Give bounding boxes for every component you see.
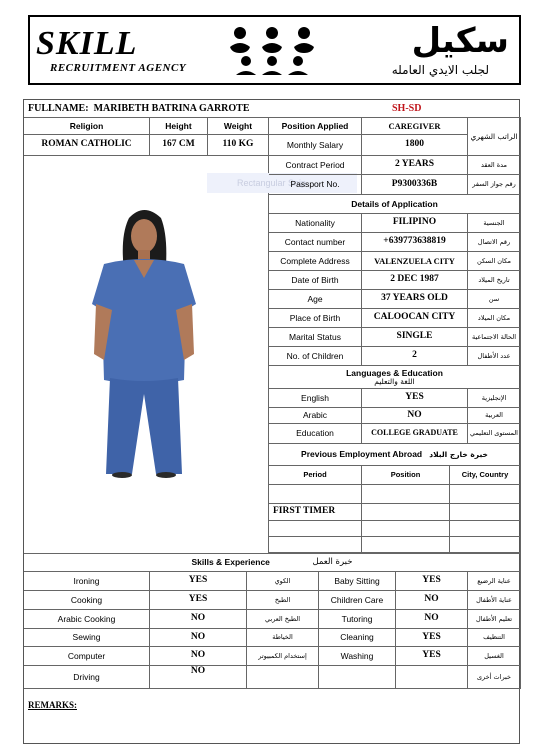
religion-header: Religion <box>24 118 150 135</box>
languages-title <box>269 366 521 389</box>
agency-logo-text: SKILL <box>36 25 138 62</box>
address-label: Complete Address <box>269 252 362 271</box>
skill-driving-label: Driving <box>24 666 150 689</box>
employment-row-1-position <box>362 485 450 504</box>
details-title: Details of Application <box>269 195 521 214</box>
fullname-value: MARIBETH BATRINA GARROTE <box>93 103 250 114</box>
skill-arabic-cooking-arabic: الطبخ العربي <box>247 610 319 629</box>
skill-cooking-arabic: الطبخ <box>247 591 319 610</box>
contact-value: +639773638819 <box>362 233 468 252</box>
fullname-row <box>24 100 521 118</box>
marital-status-label: Marital Status <box>269 328 362 347</box>
arabic-value: NO <box>362 408 468 424</box>
birthplace-arabic: مكان الميلاد <box>468 309 521 328</box>
skill-other-arabic: خبرات أخرى <box>468 666 521 689</box>
employment-row-1-period <box>269 485 362 504</box>
employment-row-4-position <box>362 537 450 553</box>
address-arabic: مكان السكن <box>468 252 521 271</box>
skill-cleaning-label: Cleaning <box>319 629 396 647</box>
contract-period-label: Contract Period <box>269 156 362 175</box>
skill-cooking-label: Cooking <box>24 591 150 610</box>
contact-arabic: رقم الاتصال <box>468 233 521 252</box>
education-label: Education <box>269 424 362 444</box>
position-applied-header: Position Applied <box>269 118 362 135</box>
skill-washing-arabic: الغسيل <box>468 647 521 666</box>
children-arabic: عدد الأطفال <box>468 347 521 366</box>
employment-city-header: City, Country <box>450 466 521 485</box>
skill-computer-arabic: إستخدام الكمبيوتر <box>247 647 319 666</box>
contract-period-value: 2 YEARS <box>362 156 468 175</box>
dob-value: 2 DEC 1987 <box>362 271 468 290</box>
nationality-label: Nationality <box>269 214 362 233</box>
skill-ironing-arabic: الكوي <box>247 572 319 591</box>
remarks-label: REMARKS: <box>28 700 77 710</box>
snip-watermark: Rectangular Snip <box>207 173 357 193</box>
skills-title-en: Skills & Experience <box>191 557 270 568</box>
nationality-arabic: الجنسية <box>468 214 521 233</box>
employment-row-4-period <box>269 537 362 553</box>
languages-title-ar: اللغة والتعليم <box>374 376 415 386</box>
skills-title <box>24 553 521 572</box>
skill-childrencare-label: Children Care <box>319 591 396 610</box>
skill-computer-value: NO <box>150 647 247 666</box>
skill-cleaning-value: YES <box>396 629 468 647</box>
skill-tutoring-value: NO <box>396 610 468 629</box>
skill-sewing-label: Sewing <box>24 629 150 647</box>
arabic-arabic: العربية <box>468 408 521 424</box>
skill-other-value <box>396 666 468 689</box>
fullname-label: FULLNAME: <box>28 103 89 114</box>
employment-period-header: Period <box>269 466 362 485</box>
people-logo-icon <box>226 25 318 77</box>
education-arabic: المستوى التعليمي <box>468 424 521 444</box>
employment-title-en: Previous Employment Abroad <box>301 449 423 460</box>
nationality-value: FILIPINO <box>362 214 468 233</box>
dob-arabic: تاريخ الميلاد <box>468 271 521 290</box>
monthly-salary-label: Monthly Salary <box>269 135 362 156</box>
weight-value: 110 KG <box>208 135 269 156</box>
agency-tagline: RECRUITMENT AGENCY <box>50 62 187 74</box>
employment-row-3-period <box>269 521 362 537</box>
salary-label-arabic: الراتب الشهري <box>468 118 521 156</box>
employment-title-ar: خبرة خارج البلاد <box>429 449 488 459</box>
employment-position-header: Position <box>362 466 450 485</box>
skill-babysitting-value: YES <box>396 572 468 591</box>
passport-arabic: رقم جواز السفر <box>468 175 521 195</box>
marital-status-arabic: الحالة الاجتماعية <box>468 328 521 347</box>
skill-tutoring-label: Tutoring <box>319 610 396 629</box>
skill-childrencare-arabic: عناية الأطفال <box>468 591 521 610</box>
skill-arabic-cooking-label: Arabic Cooking <box>24 610 150 629</box>
employment-row-3-position <box>362 521 450 537</box>
languages-title-en: Languages & Education <box>346 367 443 378</box>
skill-childrencare-value: NO <box>396 591 468 610</box>
marital-status-value: SINGLE <box>362 328 468 347</box>
skill-washing-value: YES <box>396 647 468 666</box>
height-header: Height <box>150 118 208 135</box>
skill-driving-arabic <box>247 666 319 689</box>
skill-computer-label: Computer <box>24 647 150 666</box>
english-arabic: الإنجليزية <box>468 389 521 408</box>
contact-label: Contact number <box>269 233 362 252</box>
children-label: No. of Children <box>269 347 362 366</box>
skill-babysitting-label: Baby Sitting <box>319 572 396 591</box>
skill-driving-value: NO <box>150 666 247 689</box>
employment-row-2-position <box>362 504 450 521</box>
skill-ironing-value: YES <box>150 572 247 591</box>
weight-header: Weight <box>208 118 269 135</box>
age-label: Age <box>269 290 362 309</box>
agency-tagline-arabic: لجلب الايدي العامله <box>391 63 489 77</box>
education-value: COLLEGE GRADUATE <box>362 424 468 444</box>
skill-arabic-cooking-value: NO <box>150 610 247 629</box>
skill-other-label <box>319 666 396 689</box>
employment-row-1-city <box>450 485 521 504</box>
first-timer-note: FIRST TIMER <box>269 504 362 521</box>
english-label: English <box>269 389 362 408</box>
skill-babysitting-arabic: عناية الرضيع <box>468 572 521 591</box>
employment-row-2-city <box>450 504 521 521</box>
english-value: YES <box>362 389 468 408</box>
dob-label: Date of Birth <box>269 271 362 290</box>
application-form <box>23 99 520 744</box>
birthplace-label: Place of Birth <box>269 309 362 328</box>
agency-header <box>28 15 521 85</box>
reference-code: SH-SD <box>392 103 422 114</box>
skill-cleaning-arabic: التنظيف <box>468 629 521 647</box>
employment-row-4-city <box>450 537 521 553</box>
skill-cooking-value: YES <box>150 591 247 610</box>
age-value: 37 YEARS OLD <box>362 290 468 309</box>
skill-ironing-label: Ironing <box>24 572 150 591</box>
address-value: VALENZUELA CITY <box>362 252 468 271</box>
monthly-salary-value: 1800 <box>362 135 468 156</box>
skill-sewing-value: NO <box>150 629 247 647</box>
passport-label: Passport No. <box>269 175 362 195</box>
skills-title-ar: خبرة العمل <box>312 557 353 568</box>
height-value: 167 CM <box>150 135 208 156</box>
agency-logo-arabic: سكيل <box>411 21 509 61</box>
birthplace-value: CALOOCAN CITY <box>362 309 468 328</box>
employment-row-3-city <box>450 521 521 537</box>
candidate-photo <box>74 198 214 478</box>
skill-tutoring-arabic: تعليم الأطفال <box>468 610 521 629</box>
position-applied-value: CAREGIVER <box>362 118 468 135</box>
employment-title <box>269 444 521 466</box>
religion-value: ROMAN CATHOLIC <box>24 135 150 156</box>
arabic-label: Arabic <box>269 408 362 424</box>
passport-value: P9300336B <box>362 175 468 195</box>
children-value: 2 <box>362 347 468 366</box>
contract-period-arabic: مدة العقد <box>468 156 521 175</box>
skill-sewing-arabic: الخياطة <box>247 629 319 647</box>
skill-washing-label: Washing <box>319 647 396 666</box>
age-arabic: سن <box>468 290 521 309</box>
